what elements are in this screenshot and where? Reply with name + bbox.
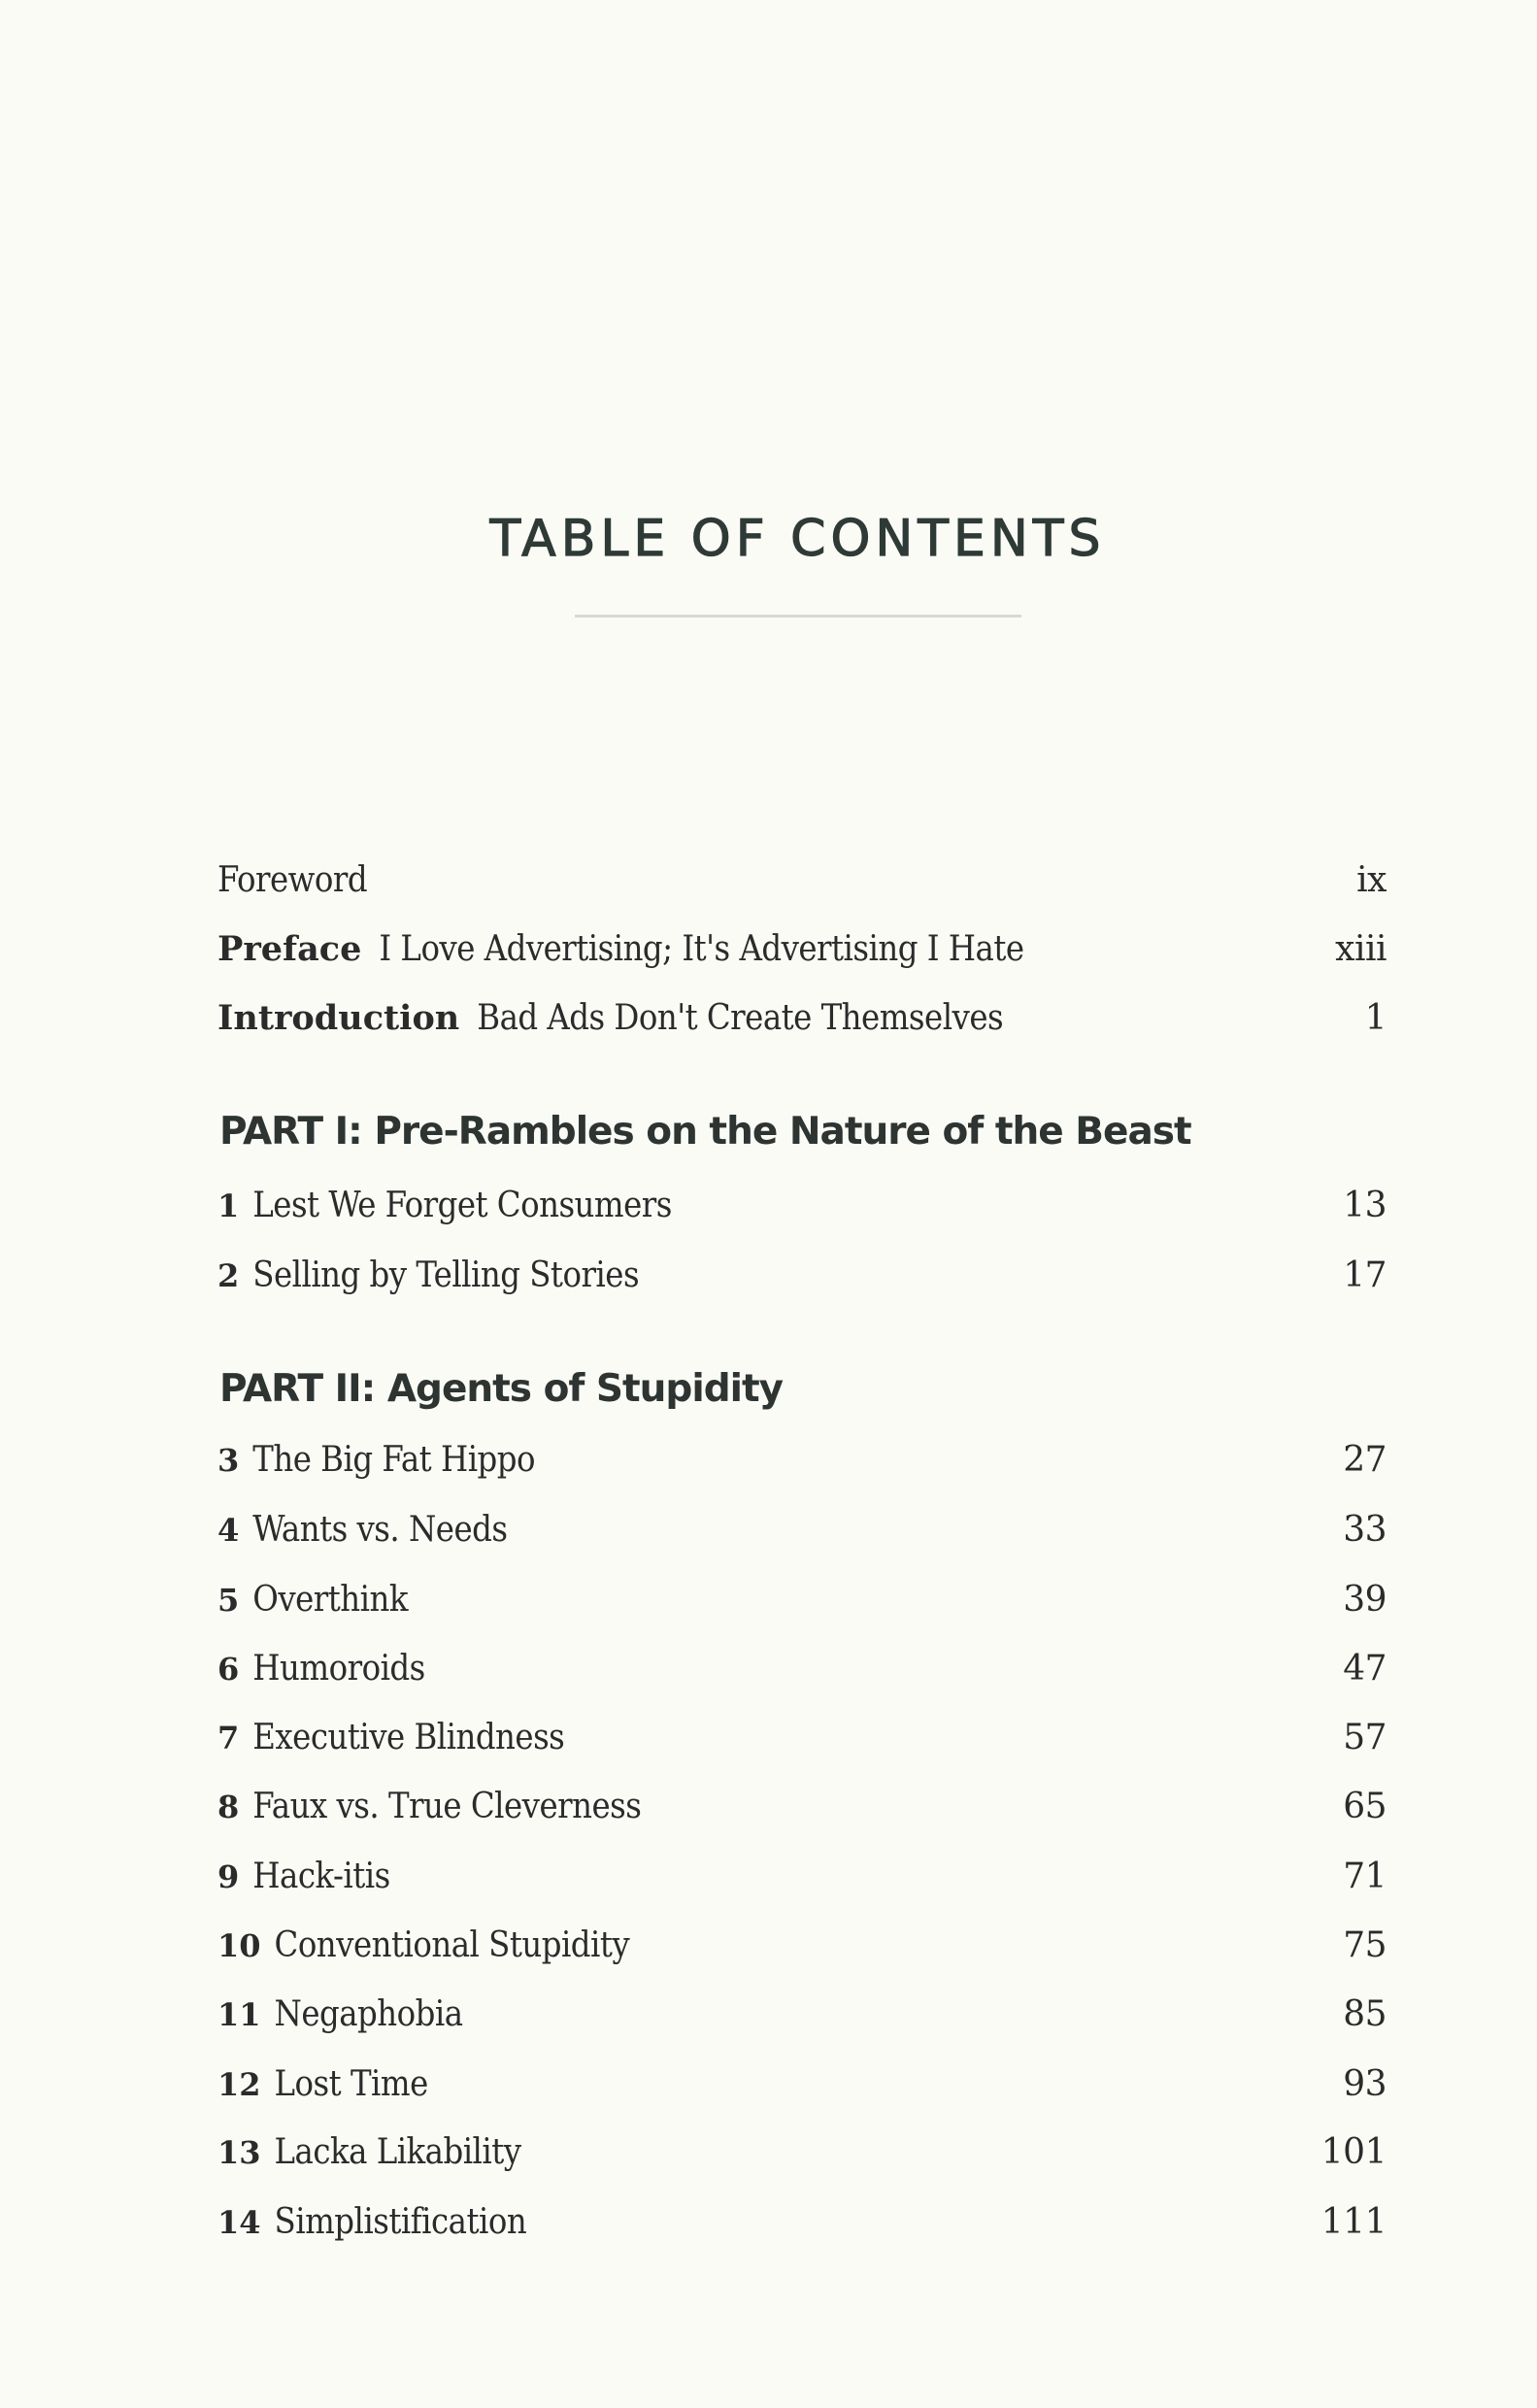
chapter-title: Hack-itis xyxy=(252,1856,390,1896)
entry-title: Foreword xyxy=(217,859,368,900)
chapter-number: 12 xyxy=(217,2065,261,2103)
chapter-number: 7 xyxy=(217,1719,240,1756)
chapter-number: 5 xyxy=(217,1581,240,1619)
toc-entry-chapter[interactable] xyxy=(217,1246,1387,1304)
chapter-title: Executive Blindness xyxy=(252,1717,565,1757)
chapter-title: Wants vs. Needs xyxy=(252,1509,508,1550)
toc-entry-chapter[interactable] xyxy=(217,1777,1387,1835)
toc-entry-chapter[interactable] xyxy=(217,1916,1387,1974)
chapter-title: Conventional Stupidity xyxy=(274,1924,630,1965)
page-number: 47 xyxy=(1343,1648,1387,1689)
chapter-number: 14 xyxy=(217,2203,261,2241)
toc-entry-chapter[interactable] xyxy=(217,2192,1387,2251)
chapter-number: 2 xyxy=(217,1256,240,1294)
page-number: 17 xyxy=(1343,1254,1387,1295)
chapter-title: Negaphobia xyxy=(274,1993,463,2034)
chapter-title: Lest We Forget Consumers xyxy=(252,1185,672,1225)
page-number: 101 xyxy=(1320,2131,1387,2172)
toc-entry-preface[interactable] xyxy=(217,920,1387,978)
toc-entry-chapter[interactable] xyxy=(217,1570,1387,1628)
chapter-number: 11 xyxy=(217,1995,261,2033)
page-number: 111 xyxy=(1320,2201,1387,2242)
chapter-number: 6 xyxy=(217,1650,240,1688)
entry-title: Bad Ads Don't Create Themselves xyxy=(477,997,1004,1038)
chapter-title: The Big Fat Hippo xyxy=(252,1439,535,1480)
chapter-title: Lost Time xyxy=(274,2063,428,2104)
page-number: 85 xyxy=(1343,1993,1387,2034)
chapter-title: Simplistification xyxy=(274,2201,527,2242)
page-number: 13 xyxy=(1343,1185,1387,1225)
page-number: 75 xyxy=(1343,1924,1387,1965)
part-heading-2: PART II: Agents of Stupidity xyxy=(219,1367,784,1411)
page-number: 27 xyxy=(1343,1439,1387,1480)
toc-entry-chapter[interactable] xyxy=(217,2055,1387,2113)
toc-entry-foreword[interactable] xyxy=(217,851,1387,909)
page-number: 39 xyxy=(1343,1579,1387,1620)
page-number: xiii xyxy=(1335,928,1387,969)
chapter-number: 8 xyxy=(217,1788,240,1825)
title-divider xyxy=(575,615,1021,618)
chapter-number: 9 xyxy=(217,1857,240,1895)
chapter-number: 4 xyxy=(217,1511,240,1549)
toc-entry-chapter[interactable] xyxy=(217,1847,1387,1905)
chapter-number: 3 xyxy=(217,1441,240,1479)
toc-entry-chapter[interactable] xyxy=(217,1430,1387,1488)
page-number: 1 xyxy=(1364,997,1387,1038)
chapter-title: Lacka Likability xyxy=(274,2131,521,2172)
toc-entry-chapter[interactable] xyxy=(217,1708,1387,1766)
chapter-title: Faux vs. True Cleverness xyxy=(252,1786,642,1826)
page-number: 33 xyxy=(1343,1509,1387,1550)
entry-label: Preface xyxy=(217,928,362,969)
entry-title: I Love Advertising; It's Advertising I Hate xyxy=(379,928,1024,969)
page-number: 57 xyxy=(1343,1717,1387,1757)
toc-entry-chapter[interactable] xyxy=(217,1639,1387,1697)
entry-label: Introduction xyxy=(217,997,460,1038)
toc-entry-chapter[interactable] xyxy=(217,2123,1387,2181)
toc-entry-chapter[interactable] xyxy=(217,1176,1387,1234)
page-number: ix xyxy=(1356,859,1387,900)
toc-entry-introduction[interactable] xyxy=(217,988,1387,1047)
page-number: 93 xyxy=(1343,2063,1387,2104)
chapter-number: 1 xyxy=(217,1187,240,1224)
chapter-title: Overthink xyxy=(252,1579,408,1620)
chapter-number: 13 xyxy=(217,2133,261,2171)
page-number: 65 xyxy=(1343,1786,1387,1826)
page-title: TABLE OF CONTENTS xyxy=(489,510,1106,568)
chapter-number: 10 xyxy=(217,1926,261,1964)
page-number: 71 xyxy=(1343,1856,1387,1896)
chapter-title: Selling by Telling Stories xyxy=(252,1254,640,1295)
toc-entry-chapter[interactable] xyxy=(217,1985,1387,2043)
chapter-title: Humoroids xyxy=(252,1648,425,1689)
toc-entry-chapter[interactable] xyxy=(217,1500,1387,1558)
part-heading-1: PART I: Pre-Rambles on the Nature of the Beast xyxy=(219,1110,1191,1154)
